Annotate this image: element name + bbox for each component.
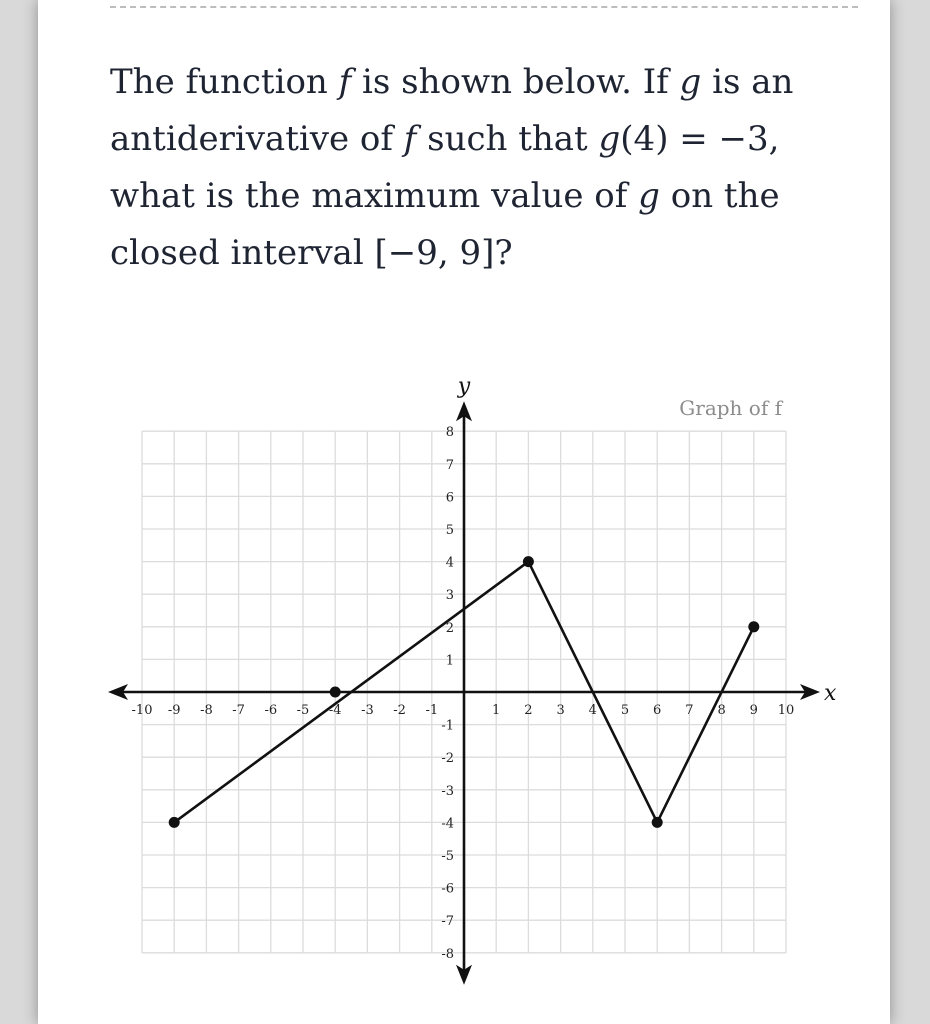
x-tick-label: 5 (620, 703, 630, 718)
x-tick-label: 6 (653, 703, 662, 718)
y-tick-label: 2 (445, 620, 454, 636)
question-part: is an antiderivative of (110, 62, 794, 159)
x-tick-label: 2 (524, 703, 533, 718)
y-tick-label: 3 (445, 588, 454, 604)
x-tick-label: 7 (685, 703, 694, 718)
y-tick-label: -1 (441, 718, 454, 734)
question-part: is shown below. If (351, 62, 680, 102)
x-tick-label: 10 (777, 703, 795, 718)
y-tick-label: 4 (445, 555, 454, 571)
x-tick-label: -8 (200, 703, 213, 718)
chart-title: Graph of f (679, 396, 782, 421)
graph-of-f (38, 370, 890, 1010)
math-f: f (338, 62, 352, 102)
y-tick-label: 5 (445, 523, 454, 538)
x-tick-label: -7 (232, 703, 245, 718)
math-g: g (638, 176, 660, 216)
data-point (169, 817, 180, 828)
y-tick-label: -7 (441, 914, 454, 930)
y-tick-label: 6 (445, 490, 454, 506)
x-tick-label: 3 (556, 703, 565, 718)
axes (108, 401, 820, 985)
math-g: g (598, 119, 621, 159)
dashed-divider (110, 6, 858, 8)
question-part: on the closed interval [−9, 9]? (110, 176, 780, 273)
x-tick-label: -2 (393, 703, 406, 718)
question-card (38, 0, 890, 1024)
x-axis-label: x (824, 681, 837, 706)
math-f: f (403, 119, 417, 159)
y-tick-label: -5 (441, 849, 454, 864)
data-point (652, 817, 663, 828)
data-point (523, 556, 534, 567)
x-tick-label: 4 (588, 703, 597, 718)
x-tick-label: -3 (361, 703, 374, 718)
y-tick-label: -6 (441, 881, 454, 897)
x-tick-label: -9 (167, 703, 181, 718)
question-part: (4) = −3, what is the maximum value of (110, 119, 780, 216)
y-tick-label: 8 (445, 425, 454, 441)
x-tick-label: 1 (492, 703, 501, 718)
y-tick-label: -4 (441, 816, 454, 832)
y-tick-label: -3 (441, 783, 454, 799)
y-axis-label: y (457, 374, 471, 400)
x-tick-label: 9 (749, 703, 758, 718)
y-tick-label: -2 (441, 751, 454, 767)
question-part: The function (110, 62, 339, 102)
x-tick-label: -5 (296, 703, 310, 718)
x-tick-label: -10 (131, 703, 153, 718)
y-tick-label: -8 (441, 946, 454, 962)
x-tick-label: 8 (717, 703, 726, 718)
y-tick-label: 7 (445, 457, 454, 473)
question-text (110, 54, 830, 282)
data-point (330, 687, 341, 698)
data-point (748, 621, 759, 632)
x-tick-label: -4 (328, 703, 342, 718)
y-tick-label: 1 (445, 653, 454, 669)
x-tick-label: -1 (425, 703, 439, 718)
math-g: g (679, 62, 702, 102)
x-tick-label: -6 (264, 703, 278, 718)
question-part: such that (416, 119, 599, 159)
